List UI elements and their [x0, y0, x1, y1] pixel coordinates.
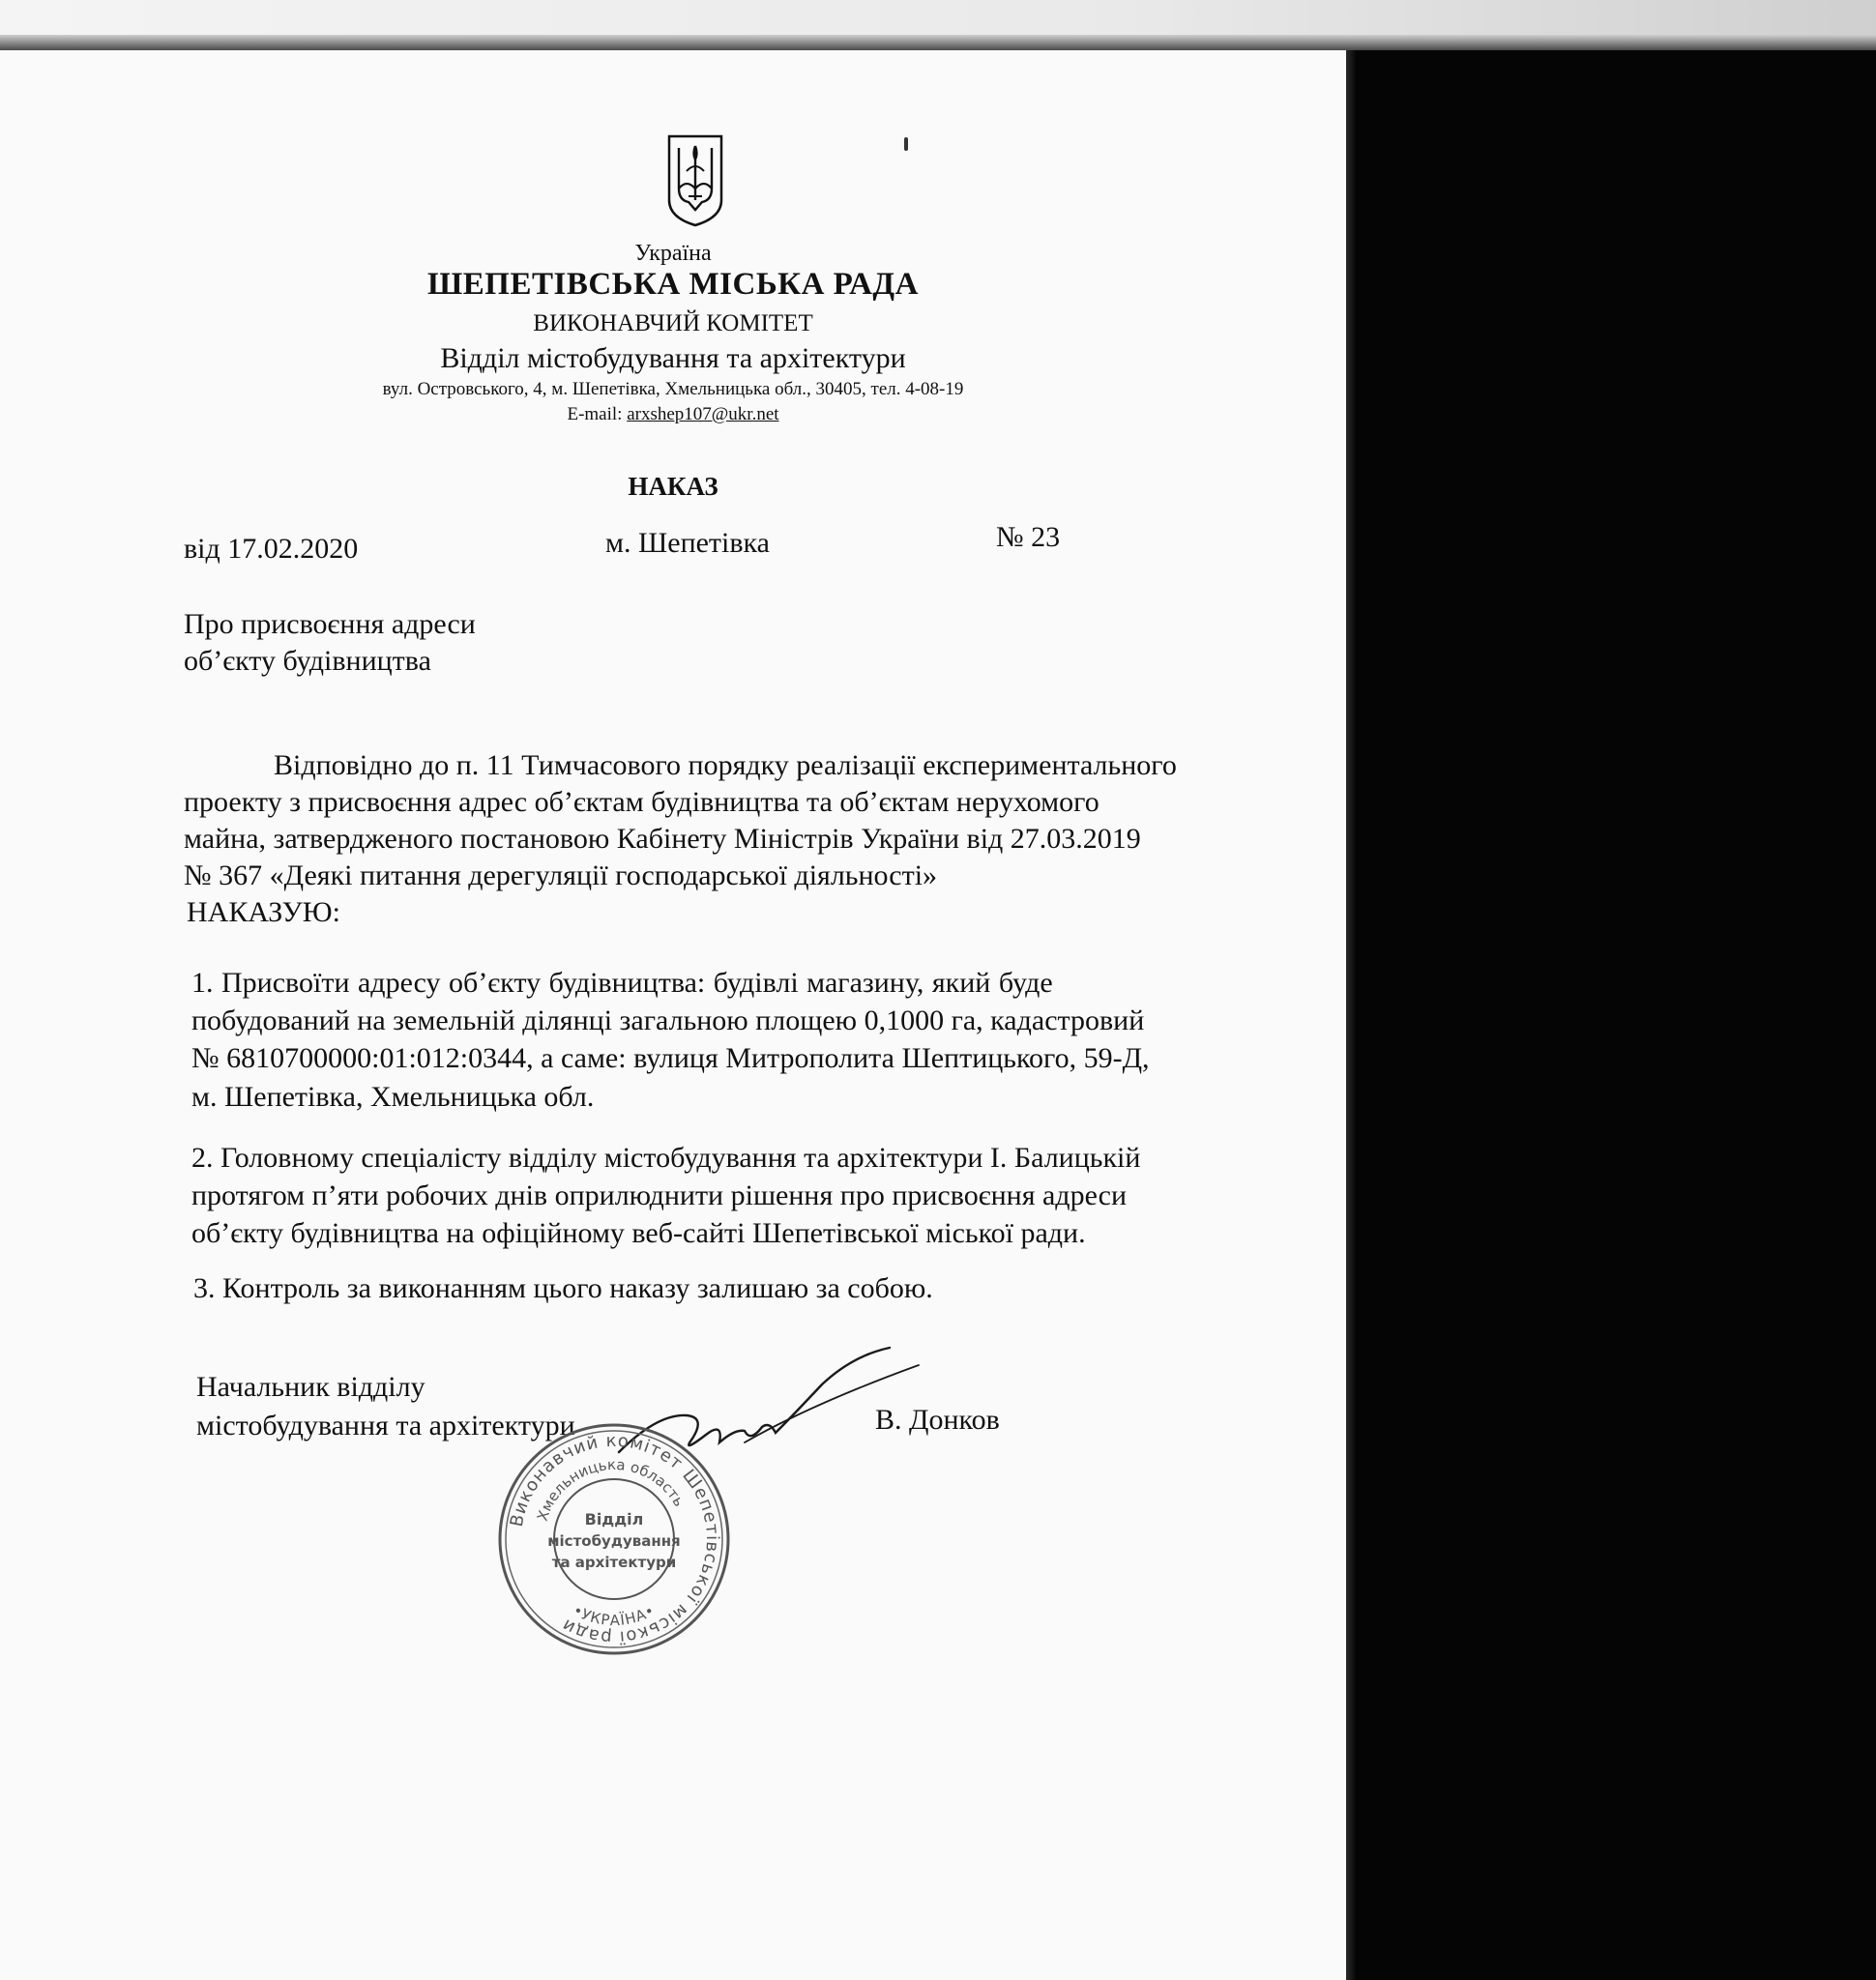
subject-line-2: об’єкту будівництва: [184, 645, 431, 677]
item3-line: 3. Контроль за виконанням цього наказу залишаю за собою.: [193, 1272, 933, 1304]
stamp-center-line-3: та архітектури: [551, 1554, 677, 1571]
department-name: Відділ містобудування та архітектури: [440, 342, 906, 374]
coat-of-arms-icon: [665, 132, 725, 227]
item1-line: 1. Присвоїти адресу об’єкту будівництва: будівлі магазину, який буде: [191, 967, 1053, 999]
item2-line: протягом п’яти робочих днів оприлюднити рішення про присвоєння адреси: [191, 1179, 1128, 1211]
order-directive: НАКАЗУЮ:: [187, 896, 340, 928]
email-label: E-mail:: [567, 404, 628, 424]
item1-line: № 6810700000:01:012:0344, а саме: вулиця Митрополита Шептицького, 59-Д,: [191, 1042, 1150, 1074]
stamp-bottom-text: •УКРАЇНА•: [570, 1601, 659, 1630]
subject-line-1: Про присвоєння адреси: [184, 608, 476, 640]
order-number: № 23: [996, 521, 1061, 553]
country-name: Україна: [634, 241, 712, 266]
preamble-line: проекту з присвоєння адрес об’єктам будівництва та об’єктам нерухомого: [184, 786, 1099, 818]
department-email: [0, 404, 1346, 425]
preamble-line: Відповідно до п. 11 Тимчасового порядку реалізації експериментального: [274, 749, 1177, 781]
paper-shadow: [1346, 50, 1358, 1980]
document-page: [0, 50, 1346, 1980]
stamp-center-line-2: містобудування: [547, 1532, 681, 1550]
signatory-title-line-2: містобудування та архітектури: [196, 1410, 575, 1441]
stamp-region-text: Хмельницька область: [533, 1455, 689, 1524]
signatory-name: В. Донков: [875, 1404, 1000, 1436]
item1-line: побудований на земельній ділянці загальною площею 0,1000 га, кадастровий: [191, 1005, 1145, 1036]
council-name: ШЕПЕТІВСЬКА МІСЬКА РАДА: [427, 267, 919, 302]
order-city: м. Шепетівка: [605, 527, 770, 559]
order-date: від 17.02.2020: [184, 533, 359, 565]
scan-speck: [904, 137, 908, 151]
preamble-line: № 367 «Деякі питання дерегуляції господарської діяльності»: [184, 859, 938, 891]
department-address: вул. Островського, 4, м. Шепетівка, Хмельницька обл., 30405, тел. 4-08-19: [382, 379, 964, 399]
scanner-background: [1358, 50, 1876, 1980]
item2-line: 2. Головному спеціалісту відділу містобудування та архітектури І. Балицькій: [191, 1142, 1141, 1174]
official-stamp: [493, 1418, 735, 1660]
item1-line: м. Шепетівка, Хмельницька обл.: [191, 1081, 595, 1113]
stamp-center-line-1: Відділ: [584, 1510, 644, 1529]
executive-committee: ВИКОНАВЧИЙ КОМІТЕТ: [533, 310, 813, 336]
email-link[interactable]: arxshep107@ukr.net: [627, 404, 779, 424]
signatory-title-line-1: Начальник відділу: [196, 1371, 425, 1403]
stamp-outer-text: Виконавчий комітет Шепетівської міської ради: [506, 1430, 723, 1648]
preamble-line: майна, затвердженого постановою Кабінету Міністрів України від 27.03.2019: [184, 823, 1141, 855]
item2-line: об’єкту будівництва на офіційному веб-сайті Шепетівської міської ради.: [191, 1217, 1086, 1249]
document-title: НАКАЗ: [628, 472, 718, 501]
